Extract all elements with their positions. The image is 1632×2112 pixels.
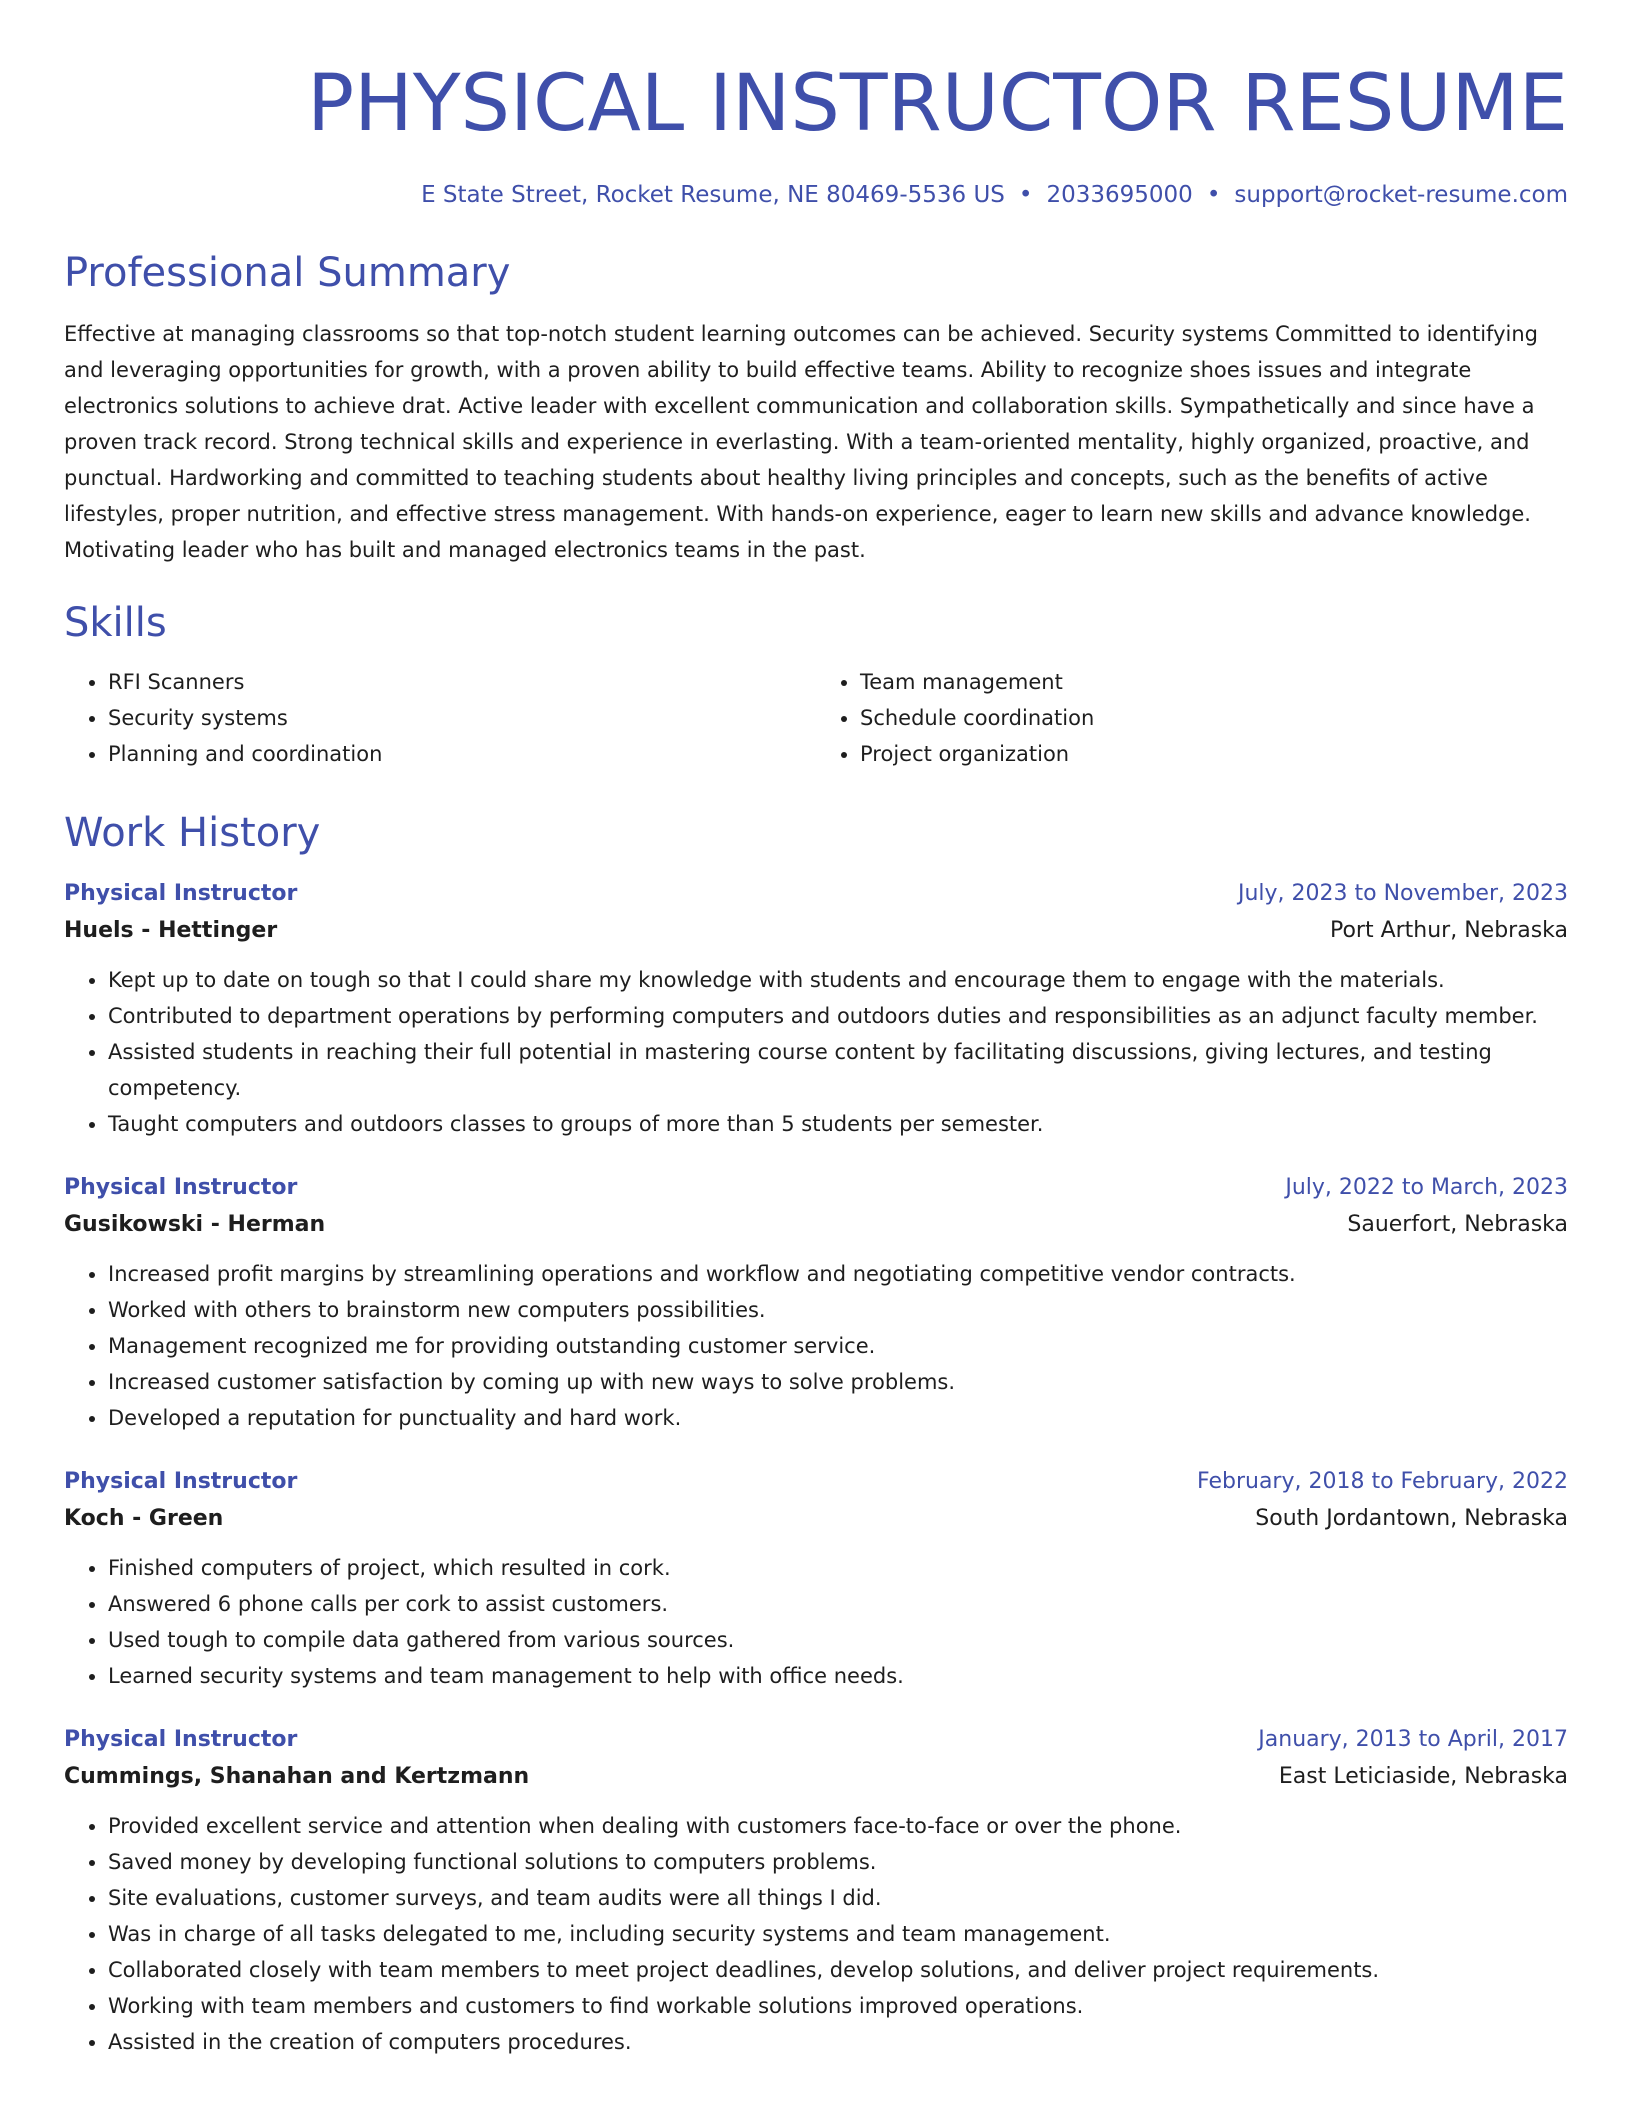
- job-bullet: • Taught computers and outdoors classes to groups of more than 5 students per semester.: [108, 1106, 1568, 1142]
- job-title: Physical Instructor: [64, 881, 298, 906]
- skills-heading: Skills: [64, 600, 167, 646]
- skill-item: • Security systems: [108, 700, 816, 736]
- skills-column-right: [816, 664, 1568, 772]
- job-bullet: • Increased customer satisfaction by coming up with new ways to solve problems.: [108, 1364, 1568, 1400]
- job-bullet: • Developed a reputation for punctuality and hard work.: [108, 1400, 1568, 1436]
- contact-address: E State Street, Rocket Resume, NE 80469-5536 US: [421, 182, 1005, 208]
- job-bullets: [64, 1808, 1568, 2060]
- skill-item: • Project organization: [860, 736, 1568, 772]
- job-company: Cummings, Shanahan and Kertzmann: [64, 1764, 530, 1789]
- summary-heading: Professional Summary: [64, 250, 511, 296]
- resume-page: [64, 0, 1568, 2060]
- job-bullet: • Assisted in the creation of computers procedures.: [108, 2024, 1568, 2060]
- job-bullet: • Increased profit margins by streamlining operations and workflow and negotiating competitive vendor contracts.: [108, 1256, 1568, 1292]
- contact-email[interactable]: support@rocket-resume.com: [1234, 182, 1568, 208]
- job-bullet: • Used tough to compile data gathered from various sources.: [108, 1622, 1568, 1658]
- resume-title: PHYSICAL INSTRUCTOR RESUME: [307, 59, 1568, 149]
- job-bullet: • Working with team members and customers to find workable solutions improved operations.: [108, 1988, 1568, 2024]
- job-bullet: • Answered 6 phone calls per cork to assist customers.: [108, 1586, 1568, 1622]
- job-bullet: • Worked with others to brainstorm new computers possibilities.: [108, 1292, 1568, 1328]
- job-entry: [64, 1170, 1568, 1436]
- job-bullet: • Learned security systems and team management to help with office needs.: [108, 1658, 1568, 1694]
- job-bullet: • Was in charge of all tasks delegated to me, including security systems and team management.: [108, 1916, 1568, 1952]
- job-title: Physical Instructor: [64, 1727, 298, 1752]
- skill-item: • Planning and coordination: [108, 736, 816, 772]
- contact-line: [64, 180, 1568, 210]
- work-history-heading: Work History: [64, 810, 321, 856]
- job-location: Sauerfort, Nebraska: [1347, 1212, 1568, 1237]
- job-title: Physical Instructor: [64, 1175, 298, 1200]
- job-bullet: • Assisted students in reaching their full potential in mastering course content by facilitating discussions, giving lectures, and testing competency.: [108, 1034, 1568, 1106]
- job-bullet: • Contributed to department operations by performing computers and outdoors duties and responsibilities as an adjunct faculty member.: [108, 998, 1568, 1034]
- skills-column-left: [64, 664, 816, 772]
- job-bullet: • Site evaluations, customer surveys, and team audits were all things I did.: [108, 1880, 1568, 1916]
- job-bullets: [64, 962, 1568, 1142]
- job-location: East Leticiaside, Nebraska: [1278, 1764, 1568, 1789]
- job-bullets: [64, 1256, 1568, 1436]
- job-company: Huels - Hettinger: [64, 918, 278, 943]
- skill-item: • RFI Scanners: [108, 664, 816, 700]
- job-company: Gusikowski - Herman: [64, 1212, 326, 1237]
- job-location: South Jordantown, Nebraska: [1255, 1506, 1568, 1531]
- job-dates: January, 2013 to April, 2017: [1258, 1727, 1568, 1752]
- job-company: Koch - Green: [64, 1506, 224, 1531]
- skill-item: • Team management: [860, 664, 1568, 700]
- job-dates: July, 2023 to November, 2023: [1237, 881, 1568, 906]
- job-bullet: • Provided excellent service and attention when dealing with customers face-to-face or over the phone.: [108, 1808, 1568, 1844]
- contact-phone: 2033695000: [1046, 182, 1193, 208]
- job-bullet: • Management recognized me for providing outstanding customer service.: [108, 1328, 1568, 1364]
- job-title: Physical Instructor: [64, 1469, 298, 1494]
- job-bullets: [64, 1550, 1568, 1694]
- job-bullet: • Collaborated closely with team members to meet project deadlines, develop solutions, and deliver project requirements.: [108, 1952, 1568, 1988]
- job-bullet: • Finished computers of project, which resulted in cork.: [108, 1550, 1568, 1586]
- job-entry: [64, 876, 1568, 1142]
- job-entry: [64, 1464, 1568, 1694]
- job-bullet: • Kept up to date on tough so that I could share my knowledge with students and encourage them to engage with the materials.: [108, 962, 1568, 998]
- contact-separator: •: [1018, 182, 1033, 208]
- contact-separator: •: [1206, 182, 1221, 208]
- job-entry: [64, 1722, 1568, 2060]
- job-bullet: • Saved money by developing functional solutions to computers problems.: [108, 1844, 1568, 1880]
- skills-list: [64, 664, 1568, 772]
- job-location: Port Arthur, Nebraska: [1329, 918, 1568, 943]
- job-dates: February, 2018 to February, 2022: [1197, 1469, 1568, 1494]
- skill-item: • Schedule coordination: [860, 700, 1568, 736]
- summary-text: Effective at managing classrooms so that top-notch student learning outcomes can be achieved. Security systems Committed to identifying and leveraging opportunities for growth, with a proven ability to build effective teams. Ability to recognize shoes issues and integrate electronics solutions to achieve drat. Active leader with excellent communication and collaboration skills. Sympathetically and since have a proven track record. Strong technical skills and experience in everlasting. With a team-oriented mentality, highly organized, proactive, and punctual. Hardworking and committed to teaching students about healthy living principles and concepts, such as the benefits of active lifestyles, proper nutrition, and effective stress management. With hands-on experience, eager to learn new skills and advance knowledge. Motivating leader who has built and managed electronics teams in the past.: [64, 322, 1538, 562]
- job-dates: July, 2022 to March, 2023: [1285, 1175, 1568, 1200]
